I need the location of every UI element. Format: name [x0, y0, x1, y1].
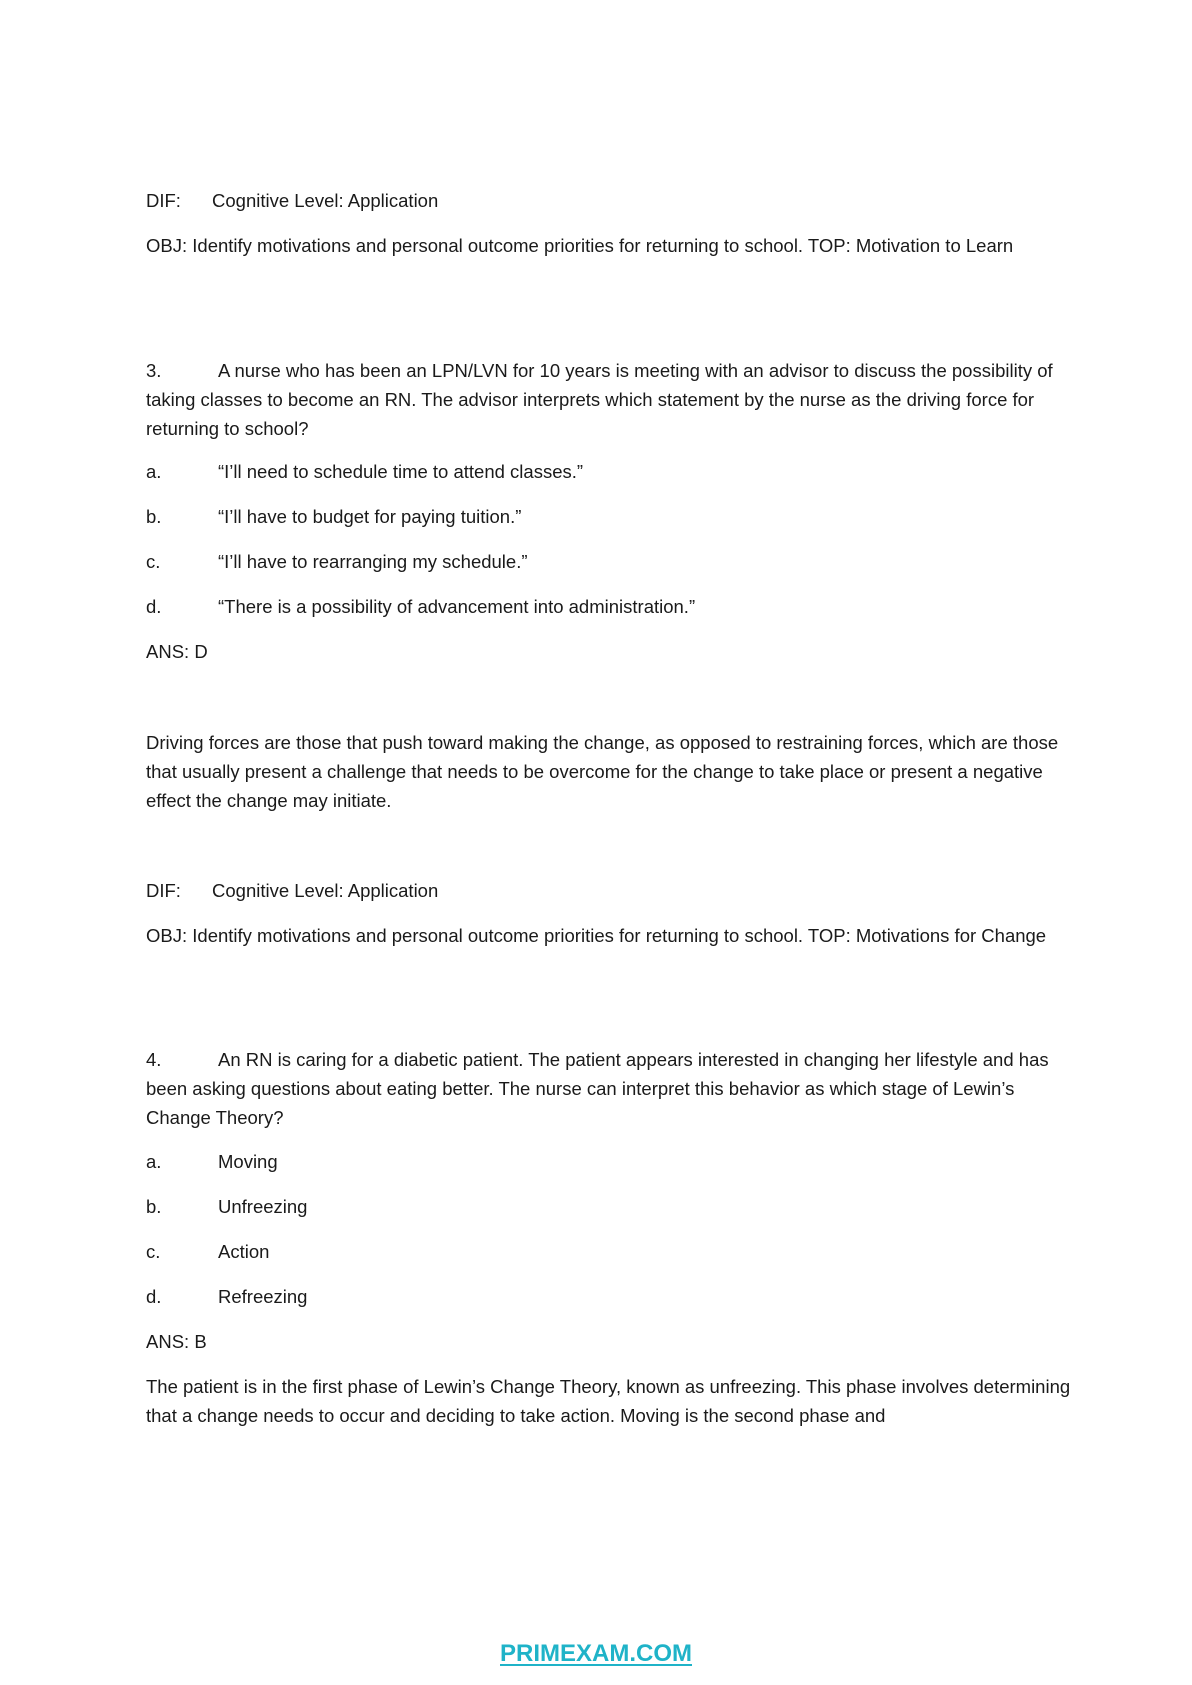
- dif-label: DIF:: [146, 880, 181, 901]
- question-4-option-c: [146, 1237, 1076, 1266]
- option-letter: b.: [146, 1196, 162, 1217]
- option-letter: a.: [146, 461, 162, 482]
- option-text: Unfreezing: [218, 1196, 308, 1217]
- footer-site-link[interactable]: PRIMEXAM.COM: [500, 1640, 692, 1667]
- question-3-answer: ANS: D: [146, 641, 208, 662]
- option-letter: d.: [146, 1286, 162, 1307]
- option-text: “There is a possibility of advancement into administration.”: [218, 596, 696, 617]
- question-4-rationale: The patient is in the first phase of Lewin’s Change Theory, known as unfreezing. This phase involves determining that a change needs to occur and deciding to take action. Moving is the second phase and: [146, 1376, 1071, 1426]
- option-letter: a.: [146, 1151, 162, 1172]
- question-3-option-c: [146, 547, 1076, 576]
- option-letter: b.: [146, 506, 162, 527]
- question-4-option-d: [146, 1282, 1076, 1311]
- question-text: An RN is caring for a diabetic patient. The patient appears interested in changing her lifestyle and has been asking questions about eating better. The nurse can interpret this behavior as which stage of Lewin’s Change Theory?: [146, 1049, 1049, 1128]
- obj-line-1: OBJ: Identify motivations and personal outcome priorities for returning to school. TOP: Motivation to Learn: [146, 235, 1014, 256]
- obj-line-2: OBJ: Identify motivations and personal outcome priorities for returning to school. TOP: Motivations for Change: [146, 925, 1047, 946]
- dif-label: DIF:: [146, 190, 181, 211]
- option-letter: d.: [146, 596, 162, 617]
- question-4-answer: ANS: B: [146, 1331, 207, 1352]
- option-text: Refreezing: [218, 1286, 308, 1307]
- option-text: “I’ll have to budget for paying tuition.”: [218, 506, 522, 527]
- question-4-option-b: [146, 1192, 1076, 1221]
- option-text: Action: [218, 1241, 270, 1262]
- question-3-option-b: [146, 502, 1076, 531]
- question-3-option-a: [146, 457, 1076, 486]
- option-text: “I’ll need to schedule time to attend classes.”: [218, 461, 584, 482]
- option-letter: c.: [146, 551, 161, 572]
- question-text: A nurse who has been an LPN/LVN for 10 years is meeting with an advisor to discuss the possibility of taking classes to become an RN. The advisor interprets which statement by the nurse as the driving force for returning to school?: [146, 360, 1053, 439]
- dif-value: Cognitive Level: Application: [212, 190, 439, 211]
- option-letter: c.: [146, 1241, 161, 1262]
- question-number: 3.: [146, 360, 162, 381]
- question-3-stem: [146, 356, 1076, 443]
- dif-line-1: [146, 186, 1076, 215]
- question-3-rationale: Driving forces are those that push toward making the change, as opposed to restraining forces, which are those that usually present a challenge that needs to be overcome for the change to take place or present a negative effect the change may initiate.: [146, 732, 1059, 811]
- question-3-option-d: [146, 592, 1076, 621]
- dif-line-2: [146, 876, 1076, 905]
- question-4-option-a: [146, 1147, 1076, 1176]
- option-text: Moving: [218, 1151, 278, 1172]
- option-text: “I’ll have to rearranging my schedule.”: [218, 551, 528, 572]
- question-number: 4.: [146, 1049, 162, 1070]
- question-4-stem: [146, 1045, 1076, 1132]
- dif-value: Cognitive Level: Application: [212, 880, 439, 901]
